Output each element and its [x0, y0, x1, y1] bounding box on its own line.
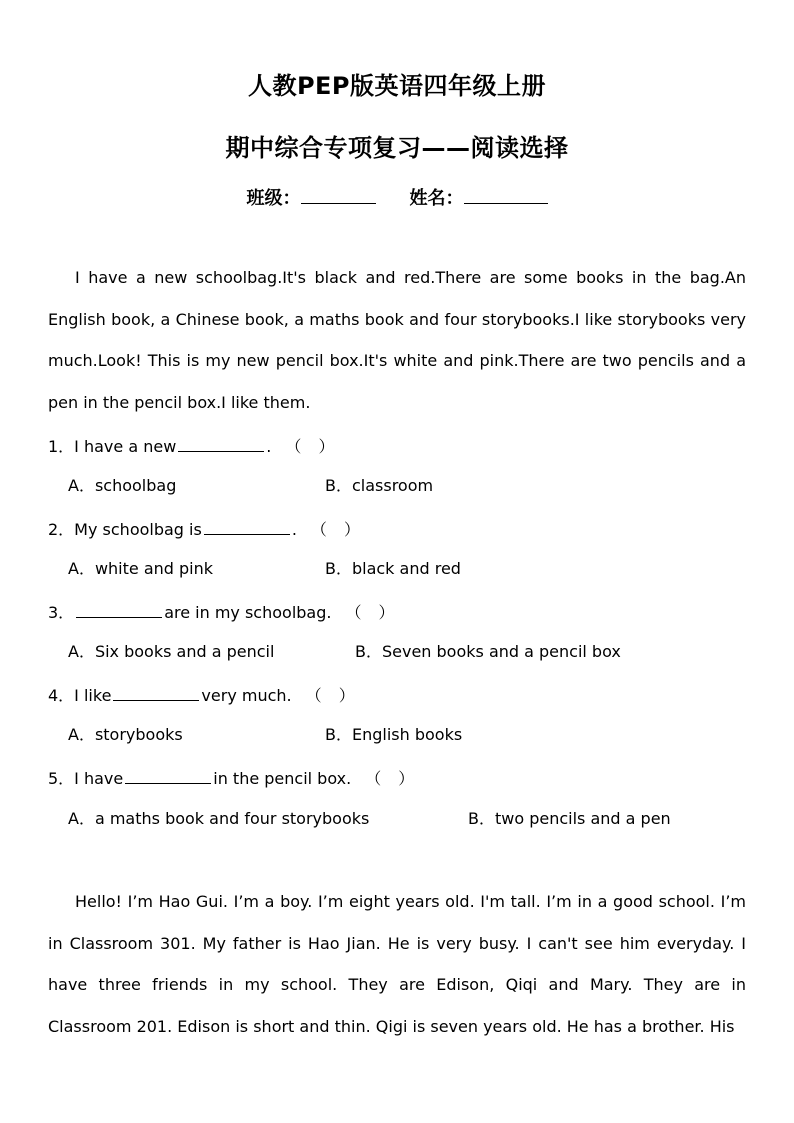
question-5-option-a: A．a maths book and four storybooks — [68, 809, 370, 828]
reading-passage-2 — [48, 881, 746, 1048]
class-label: 班级： — [246, 188, 301, 209]
question-5 — [48, 767, 420, 789]
question-1-option-a: A．schoolbag — [68, 476, 177, 495]
question-1-pre: 1．I have a new — [48, 437, 177, 456]
student-info-row — [0, 184, 794, 210]
question-5-pre: 5．I have — [48, 769, 124, 788]
passage-2-text: Hello! I’m Hao Gui. I’m a boy. I’m eight years old. I'm tall. I’m in a good school. I’m in Classroom 301. My father is Hao Jian. He is very busy. I can't see him everyday. I have three friends in my school. They are Edison, Qiqi and Mary. They are in Classroom 201. Edison is short and thin. Qigi is seven years old. He has a brother. His — [48, 892, 746, 1037]
question-1-option-b: B．classroom — [325, 476, 434, 495]
class-blank — [301, 185, 376, 204]
question-5-answer-paren: （ ） — [365, 769, 421, 788]
question-3-post: are in my schoolbag. — [164, 603, 332, 622]
question-1 — [48, 435, 340, 457]
reading-passage-1 — [48, 257, 746, 424]
question-2-option-a: A．white and pink — [68, 559, 214, 578]
name-label: 姓名： — [409, 188, 464, 209]
question-4-pre: 4．I like — [48, 686, 112, 705]
question-3-option-a: A．Six books and a pencil — [68, 642, 275, 661]
question-2-blank — [204, 518, 290, 535]
worksheet-subtitle: 期中综合专项复习——阅读选择 — [225, 134, 569, 162]
worksheet-title: 人教PEP版英语四年级上册 — [247, 72, 547, 100]
question-5-blank — [125, 767, 211, 784]
question-1-blank — [178, 435, 264, 452]
question-4-option-b: B．English books — [325, 725, 463, 744]
question-5-post: in the pencil box. — [213, 769, 352, 788]
question-4-answer-paren: （ ） — [305, 686, 361, 705]
question-3 — [48, 601, 401, 623]
question-2 — [48, 518, 366, 540]
question-2-post: . — [291, 520, 297, 539]
question-3-blank — [76, 601, 162, 618]
question-2-option-b: B．black and red — [325, 559, 461, 578]
question-2-pre: 2．My schoolbag is — [48, 520, 202, 539]
question-3-option-b: B．Seven books and a pencil box — [355, 642, 621, 661]
question-4-post: very much. — [201, 686, 292, 705]
question-1-post: . — [266, 437, 272, 456]
name-blank — [464, 185, 548, 204]
question-2-answer-paren: （ ） — [310, 520, 367, 539]
passage-1-text: I have a new schoolbag.It's black and red.There are some books in the bag.An English book, a Chinese book, a maths book and four storybooks.I like storybooks very much.Look! This is my new pencil box.It's white and pink.There are two pencils and a pen in the pencil box.I like them. — [48, 268, 746, 413]
question-4-blank — [113, 684, 199, 701]
question-1-answer-paren: （ ） — [285, 437, 341, 456]
question-5-option-b: B．two pencils and a pen — [468, 809, 671, 828]
question-3-answer-paren: （ ） — [345, 603, 401, 622]
question-4 — [48, 684, 361, 706]
question-3-pre: 3． — [48, 603, 75, 622]
question-4-option-a: A．storybooks — [68, 725, 183, 744]
